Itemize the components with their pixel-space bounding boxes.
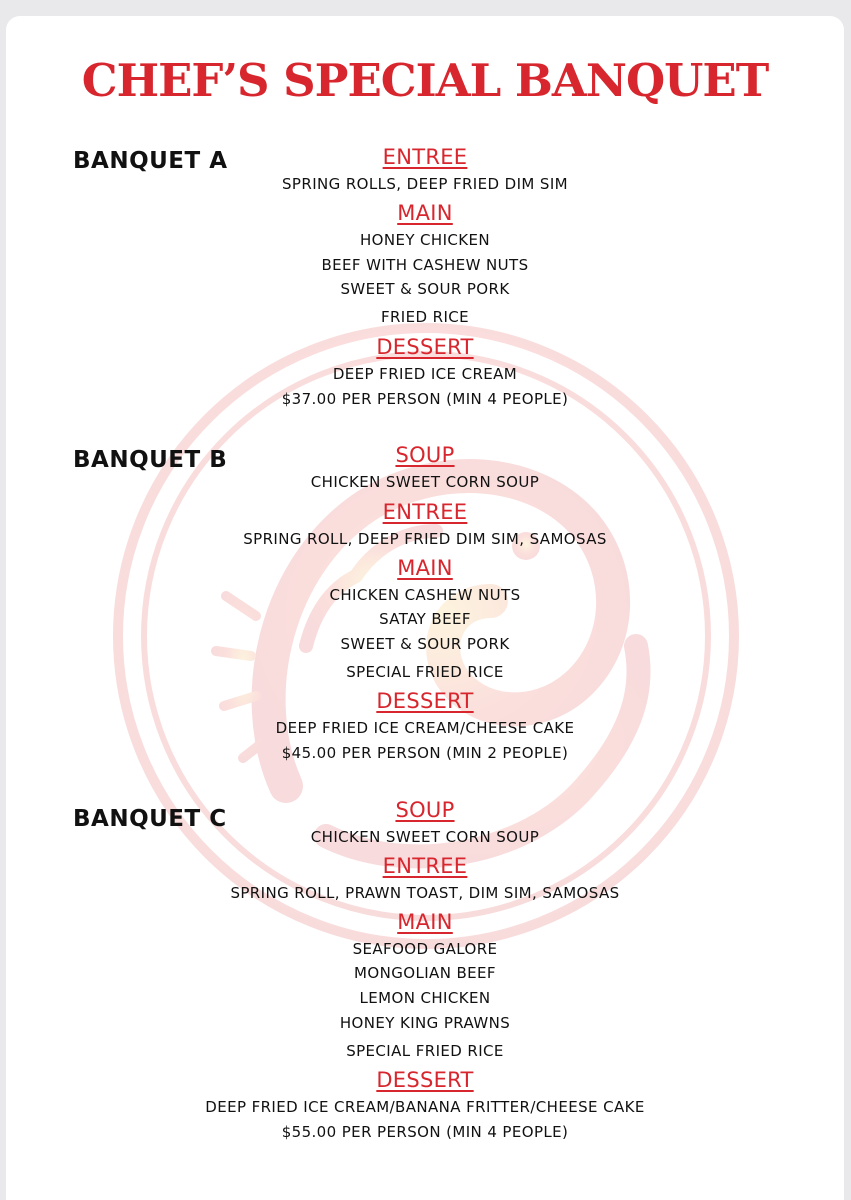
banquet-c-dessert-item: DEEP FRIED ICE CREAM/BANANA FRITTER/CHEESE CAKE	[205, 1098, 645, 1116]
banquet-c-soup-heading: SOUP	[395, 798, 455, 822]
banquet-b-label: BANQUET B	[73, 447, 228, 473]
banquet-c-main-item: SEAFOOD GALORE	[352, 940, 498, 958]
page-title: CHEF’S SPECIAL BANQUET	[81, 54, 769, 107]
banquet-c-price: $55.00 PER PERSON (MIN 4 PEOPLE)	[281, 1123, 569, 1141]
banquet-c-main-item: LEMON CHICKEN	[359, 989, 491, 1007]
banquet-b-soup-heading: SOUP	[395, 443, 455, 467]
banquet-c-entree-heading: ENTREE	[382, 854, 468, 878]
banquet-b-main-item: SATAY BEEF	[379, 610, 471, 628]
banquet-c-main-item: SPECIAL FRIED RICE	[346, 1042, 504, 1060]
banquet-c-main-item: MONGOLIAN BEEF	[354, 964, 496, 982]
banquet-a-price: $37.00 PER PERSON (MIN 4 PEOPLE)	[281, 390, 569, 408]
banquet-c-main-item: HONEY KING PRAWNS	[339, 1014, 511, 1032]
banquet-b-dessert-heading: DESSERT	[376, 689, 474, 713]
banquet-b-dessert-item: DEEP FRIED ICE CREAM/CHEESE CAKE	[275, 719, 575, 737]
banquet-b-entree-heading: ENTREE	[382, 500, 468, 524]
banquet-c-soup-item: CHICKEN SWEET CORN SOUP	[310, 828, 540, 846]
banquet-c-dessert-heading: DESSERT	[376, 1068, 474, 1092]
banquet-a-main-item: SWEET & SOUR PORK	[340, 280, 510, 298]
banquet-b-entree-item: SPRING ROLL, DEEP FRIED DIM SIM, SAMOSAS	[243, 530, 607, 548]
banquet-b-main-heading: MAIN	[397, 556, 453, 580]
banquet-a-entree-heading: ENTREE	[382, 145, 468, 169]
banquet-a-dessert-item: DEEP FRIED ICE CREAM	[332, 365, 518, 383]
banquet-a-entree-item: SPRING ROLLS, DEEP FRIED DIM SIM	[282, 175, 568, 193]
banquet-a-dessert-heading: DESSERT	[376, 335, 474, 359]
banquet-a-main-item: HONEY CHICKEN	[359, 231, 491, 249]
banquet-b-main-item: CHICKEN CASHEW NUTS	[329, 586, 521, 604]
banquet-a-label: BANQUET A	[73, 148, 228, 174]
menu-page	[6, 16, 844, 1200]
banquet-a-main-item: FRIED RICE	[380, 308, 470, 326]
banquet-a-main-heading: MAIN	[397, 201, 453, 225]
banquet-b-main-item: SWEET & SOUR PORK	[340, 635, 510, 653]
banquet-c-entree-item: SPRING ROLL, PRAWN TOAST, DIM SIM, SAMOSAS	[230, 884, 620, 902]
banquet-a-main-item: BEEF WITH CASHEW NUTS	[321, 256, 529, 274]
banquet-b-price: $45.00 PER PERSON (MIN 2 PEOPLE)	[281, 744, 569, 762]
banquet-c-main-heading: MAIN	[397, 910, 453, 934]
banquet-b-soup-item: CHICKEN SWEET CORN SOUP	[310, 473, 540, 491]
banquet-c-label: BANQUET C	[73, 806, 227, 832]
banquet-b-main-item: SPECIAL FRIED RICE	[346, 663, 504, 681]
